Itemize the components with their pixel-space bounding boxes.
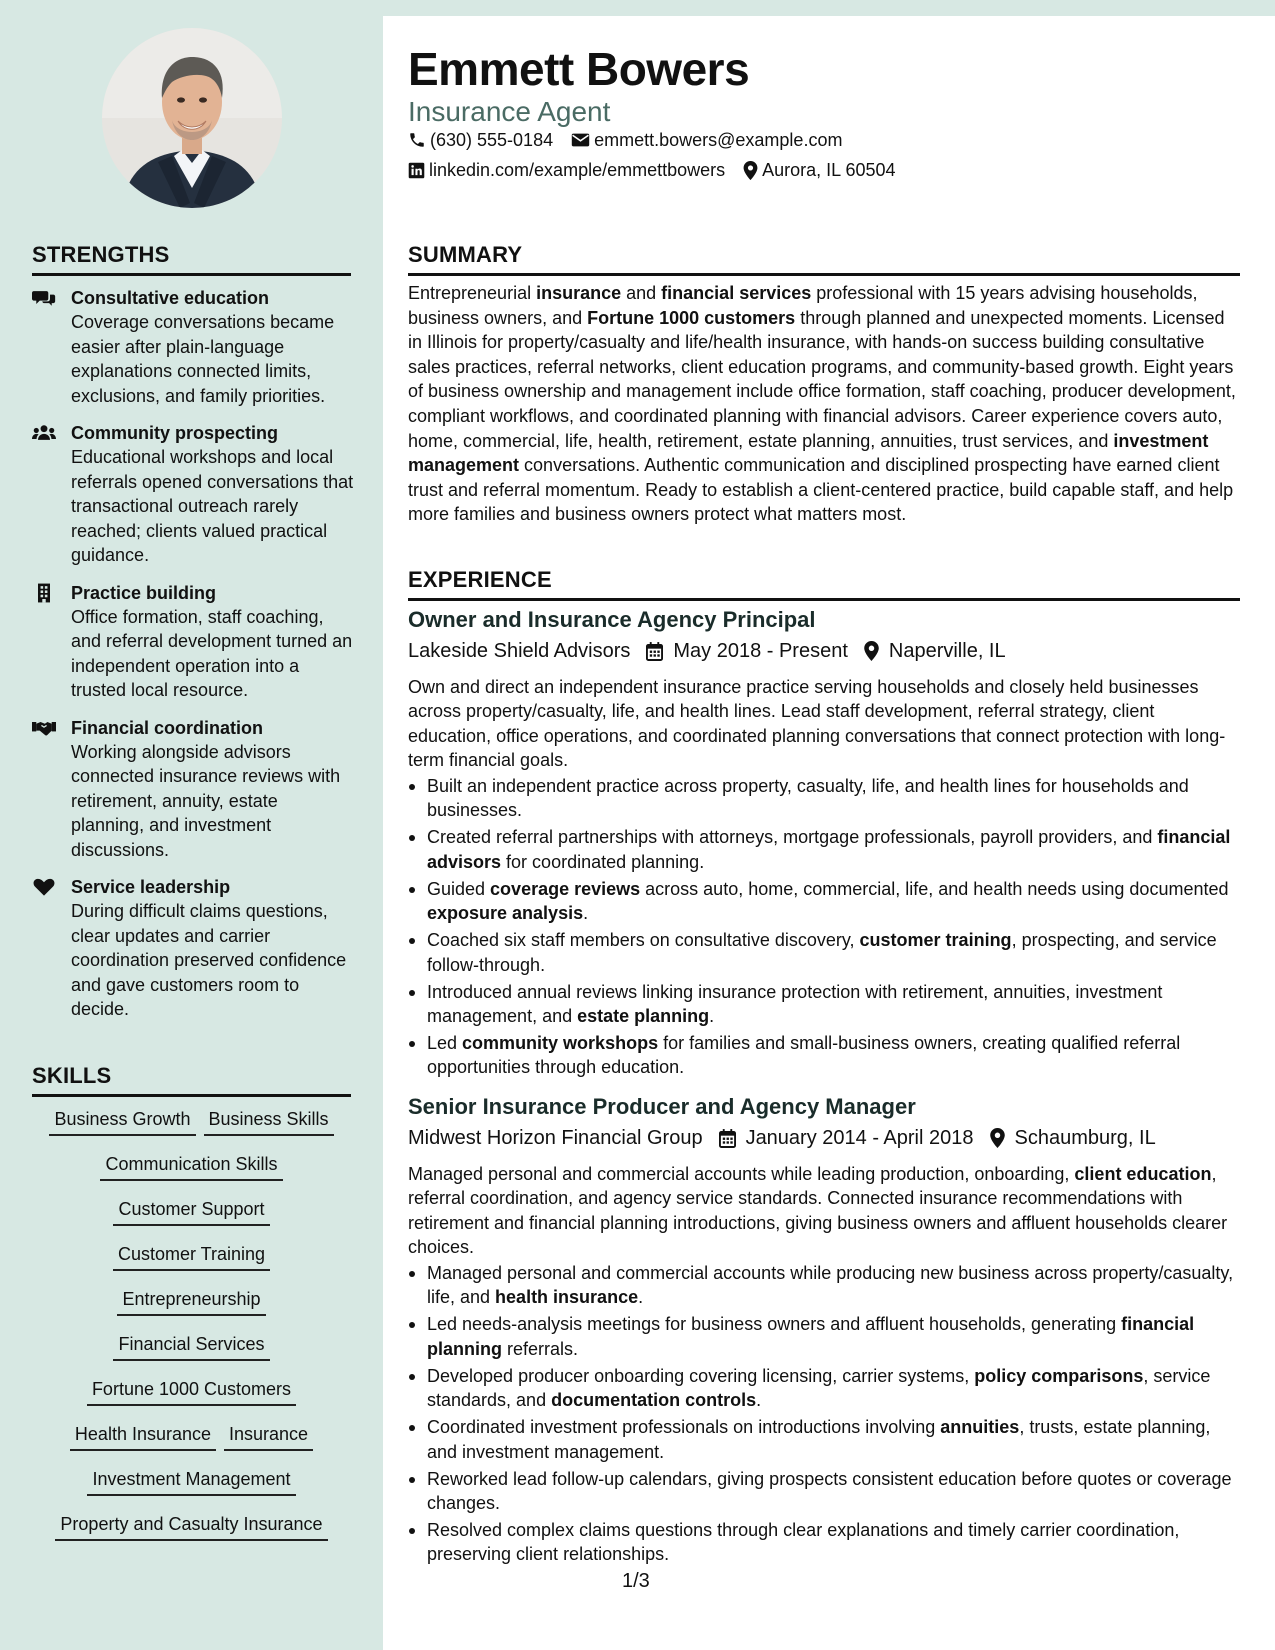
strengths-list <box>32 286 354 1035</box>
text-run: Managed personal and commercial accounts while leading production, onboarding, <box>408 1164 1075 1184</box>
job-meta <box>408 638 1022 664</box>
skill-tag: Health Insurance <box>70 1422 216 1451</box>
skill-tag: Business Growth <box>49 1107 195 1136</box>
people-group-icon <box>32 423 56 443</box>
strengths-heading: STRENGTHS <box>32 242 351 276</box>
job-role: Insurance Agent <box>408 96 611 127</box>
strength-title: Practice building <box>71 582 217 603</box>
bullet-item <box>408 1518 1238 1567</box>
bullet-item <box>408 928 1238 977</box>
text-run: Coordinated investment professionals on introductions involving <box>427 1417 941 1438</box>
strength-desc: Office formation, staff coaching, and referral development turned an independent operation into a trusted local resource. <box>71 606 353 700</box>
text-run: Developed producer onboarding covering licensing, carrier systems, <box>427 1365 975 1386</box>
text-run: . <box>583 903 589 924</box>
job-location-wrap <box>864 638 1006 664</box>
bold-phrase: customer training <box>859 930 1012 951</box>
heart-icon <box>32 877 56 897</box>
bold-phrase: health insurance <box>495 1287 639 1308</box>
strength-title: Service leadership <box>71 877 231 897</box>
bold-phrase: coverage reviews <box>490 878 641 899</box>
strength-title: Financial coordination <box>71 717 264 738</box>
bold-phrase: documentation controls <box>551 1390 757 1411</box>
page-number: 1/3 <box>622 1570 650 1592</box>
strength-item <box>32 421 354 568</box>
strength-desc: Working alongside advisors connected insurance reviews with retirement, annuity, estate planning, and investment discussions. <box>71 741 341 860</box>
skill-tag: Insurance <box>224 1422 313 1451</box>
text-run: , referral coordination, and agency service standards. Connected insurance recommendations with retirement and financial planning introductions, giving business owners and affluent households clearer choices. <box>408 1164 1228 1258</box>
skill-tag: Fortune 1000 Customers <box>87 1377 296 1406</box>
linkedin-contact[interactable] <box>408 158 725 182</box>
text-run: Reworked lead follow-up calendars, giving prospects consistent education before quotes or coverage changes. <box>427 1468 1232 1514</box>
handshake-icon <box>32 718 56 738</box>
bold-phrase: financial planning <box>427 1314 1195 1359</box>
strength-desc: During difficult claims questions, clear updates and carrier coordination preserved confidence and gave customers room to decide. <box>71 901 347 1019</box>
text-run: , prospecting, and service follow-through. <box>427 930 1217 975</box>
skills-list <box>32 1107 351 1557</box>
text-run: Introduced annual reviews linking insurance protection with retirement, annuities, investment management, and <box>427 981 1163 1027</box>
skill-row <box>32 1197 351 1242</box>
strength-item <box>32 581 354 703</box>
job-title: Senior Insurance Producer and Agency Manager <box>408 1094 916 1119</box>
phone-text: (630) 555-0184 <box>430 130 554 150</box>
job-location: Naperville, IL <box>888 640 1006 662</box>
bullet-item <box>408 1415 1238 1464</box>
job-dates: May 2018 - Present <box>673 640 848 662</box>
skill-tag: Investment Management <box>87 1467 295 1496</box>
bold-phrase: financial advisors <box>427 827 1231 872</box>
skill-row <box>32 1152 351 1197</box>
text-run: Entrepreneurial <box>408 283 537 303</box>
skill-tag: Business Skills <box>204 1107 334 1136</box>
location-contact <box>743 158 895 182</box>
bullet-item <box>408 877 1238 926</box>
strength-item <box>32 716 354 863</box>
summary-text <box>408 281 1238 527</box>
calendar-icon <box>719 1129 736 1148</box>
text-run: referrals. <box>502 1338 579 1359</box>
text-run: Created referral partnerships with attorneys, mortgage professionals, payroll providers, and <box>427 827 1158 848</box>
job-bullets <box>408 1261 1238 1569</box>
location-text: Aurora, IL 60504 <box>762 160 896 180</box>
skill-tag: Entrepreneurship <box>117 1287 265 1316</box>
contact-row-1 <box>408 128 860 152</box>
bold-phrase: financial services <box>661 283 812 303</box>
skill-row <box>32 1332 351 1377</box>
skill-row <box>32 1242 351 1287</box>
bullet-item <box>408 1031 1238 1080</box>
bold-phrase: policy comparisons <box>974 1365 1144 1386</box>
phone-contact[interactable] <box>408 128 553 152</box>
linkedin-icon <box>408 162 425 179</box>
bold-phrase: client education <box>1074 1164 1212 1184</box>
text-run: and <box>621 283 662 303</box>
skill-tag: Property and Casualty Insurance <box>55 1512 327 1541</box>
text-run: Own and direct an independent insurance practice serving households and closely held businesses across property/casualty, life, and health lines. Lead staff development, referral strategy, client education, office operations, and coordinated planning conversations that connect protection with long-term financial goals. <box>408 677 1226 771</box>
bold-phrase: investment management <box>408 430 1209 476</box>
job-dates-wrap <box>719 1125 974 1151</box>
bold-phrase: exposure analysis <box>427 903 584 924</box>
text-run: Led <box>427 1033 463 1054</box>
text-run: through planned and unexpected moments. Licensed in Illinois for property/casualty and life/health insurance, with hands-on success building consultative sales practices, referral networks, client education programs, and community-based growth. Eight years of business ownership and management include office formation, staff coaching, producer development, compliant workflows, and coordinated planning with financial advisors. Career experience covers auto, home, commercial, life, health, retirement, estate planning, annuities, trust services, and <box>408 307 1236 451</box>
job-company: Midwest Horizon Financial Group <box>408 1127 703 1149</box>
bullet-item <box>408 825 1238 874</box>
text-run: , trusts, estate planning, and investment management. <box>427 1417 1211 1462</box>
job-company: Lakeside Shield Advisors <box>408 640 631 662</box>
comments-icon <box>32 288 56 308</box>
bullet-item <box>408 1312 1238 1361</box>
text-run: Managed personal and commercial accounts while producing new business across property/casualty, life, and <box>427 1263 1234 1308</box>
strength-title: Community prospecting <box>71 423 279 443</box>
job-description <box>408 1162 1238 1260</box>
text-run: . <box>709 1006 715 1027</box>
building-icon <box>32 583 56 603</box>
text-run: Coached six staff members on consultative discovery, <box>427 930 860 951</box>
text-run: Guided <box>427 878 491 899</box>
job-title: Owner and Insurance Agency Principal <box>408 607 816 632</box>
profile-photo <box>102 28 282 208</box>
skill-tag: Communication Skills <box>100 1152 282 1181</box>
candidate-name: Emmett Bowers <box>408 43 750 95</box>
strength-title: Consultative education <box>71 288 270 308</box>
bold-phrase: insurance <box>536 283 622 303</box>
skill-row <box>32 1107 351 1152</box>
skill-row <box>32 1287 351 1332</box>
bold-phrase: Fortune 1000 customers <box>587 307 796 328</box>
calendar-icon <box>646 642 663 661</box>
skill-row <box>32 1422 351 1467</box>
bullet-item <box>408 980 1238 1029</box>
job-meta <box>408 1125 1172 1151</box>
job-dates: January 2014 - April 2018 <box>745 1127 974 1149</box>
bullet-item <box>408 1364 1238 1413</box>
bullet-item <box>408 1467 1238 1516</box>
email-contact[interactable] <box>571 128 842 152</box>
text-run: . <box>638 1287 644 1308</box>
text-run: Built an independent practice across property, casualty, life, and health lines for households and businesses. <box>427 776 1189 821</box>
map-pin-icon <box>990 1128 1005 1148</box>
contact-row-2 <box>408 158 914 182</box>
job-description <box>408 675 1238 773</box>
text-run: for families and small-business owners, creating qualified referral opportunities through education. <box>427 1033 1181 1078</box>
envelope-icon <box>571 132 590 148</box>
email-text: emmett.bowers@example.com <box>594 130 843 150</box>
bold-phrase: estate planning <box>577 1006 710 1027</box>
text-run: conversations. Authentic communication and disciplined prospecting have earned client trust and referral momentum. Ready to establish a client-centered practice, build capable staff, and help more families and business owners protect what matters most. <box>408 455 1234 525</box>
bullet-item <box>408 1261 1238 1310</box>
text-run: Resolved complex claims questions through clear explanations and timely carrier coordination, preserving client relationships. <box>427 1520 1180 1565</box>
text-run: . <box>756 1390 762 1411</box>
job-location-wrap <box>990 1125 1156 1151</box>
text-run: across auto, home, commercial, life, and health needs using documented <box>640 878 1229 899</box>
skill-tag: Financial Services <box>113 1332 269 1361</box>
text-run: for coordinated planning. <box>501 851 705 872</box>
skills-heading: SKILLS <box>32 1063 351 1097</box>
strength-item <box>32 286 354 408</box>
linkedin-text: linkedin.com/example/emmettbowers <box>429 160 726 180</box>
text-run: Led needs-analysis meetings for business owners and affluent households, generating <box>427 1314 1122 1335</box>
bold-phrase: community workshops <box>462 1033 659 1054</box>
map-pin-icon <box>864 641 879 661</box>
strength-desc: Educational workshops and local referrals opened conversations that transactional outreach rarely reached; clients valued practical guidance. <box>71 447 354 565</box>
text-run: , service standards, and <box>427 1365 1211 1411</box>
skill-tag: Customer Support <box>113 1197 269 1226</box>
experience-heading: EXPERIENCE <box>408 567 1240 601</box>
strength-desc: Coverage conversations became easier after plain-language explanations connected limits, exclusions, and family priorities. <box>71 312 335 406</box>
job-dates-wrap <box>646 638 848 664</box>
skill-row <box>32 1467 351 1512</box>
job-bullets <box>408 774 1238 1082</box>
text-run: professional with 15 years advising households, business owners, and <box>408 283 1198 328</box>
strength-item <box>32 875 354 1022</box>
phone-icon <box>408 131 426 149</box>
skill-row <box>32 1377 351 1422</box>
bullet-item <box>408 774 1238 823</box>
skill-row <box>32 1512 351 1557</box>
bold-phrase: annuities <box>940 1417 1020 1438</box>
map-pin-icon <box>743 161 758 180</box>
job-location: Schaumburg, IL <box>1014 1127 1156 1149</box>
summary-heading: SUMMARY <box>408 242 1240 276</box>
skill-tag: Customer Training <box>113 1242 270 1271</box>
